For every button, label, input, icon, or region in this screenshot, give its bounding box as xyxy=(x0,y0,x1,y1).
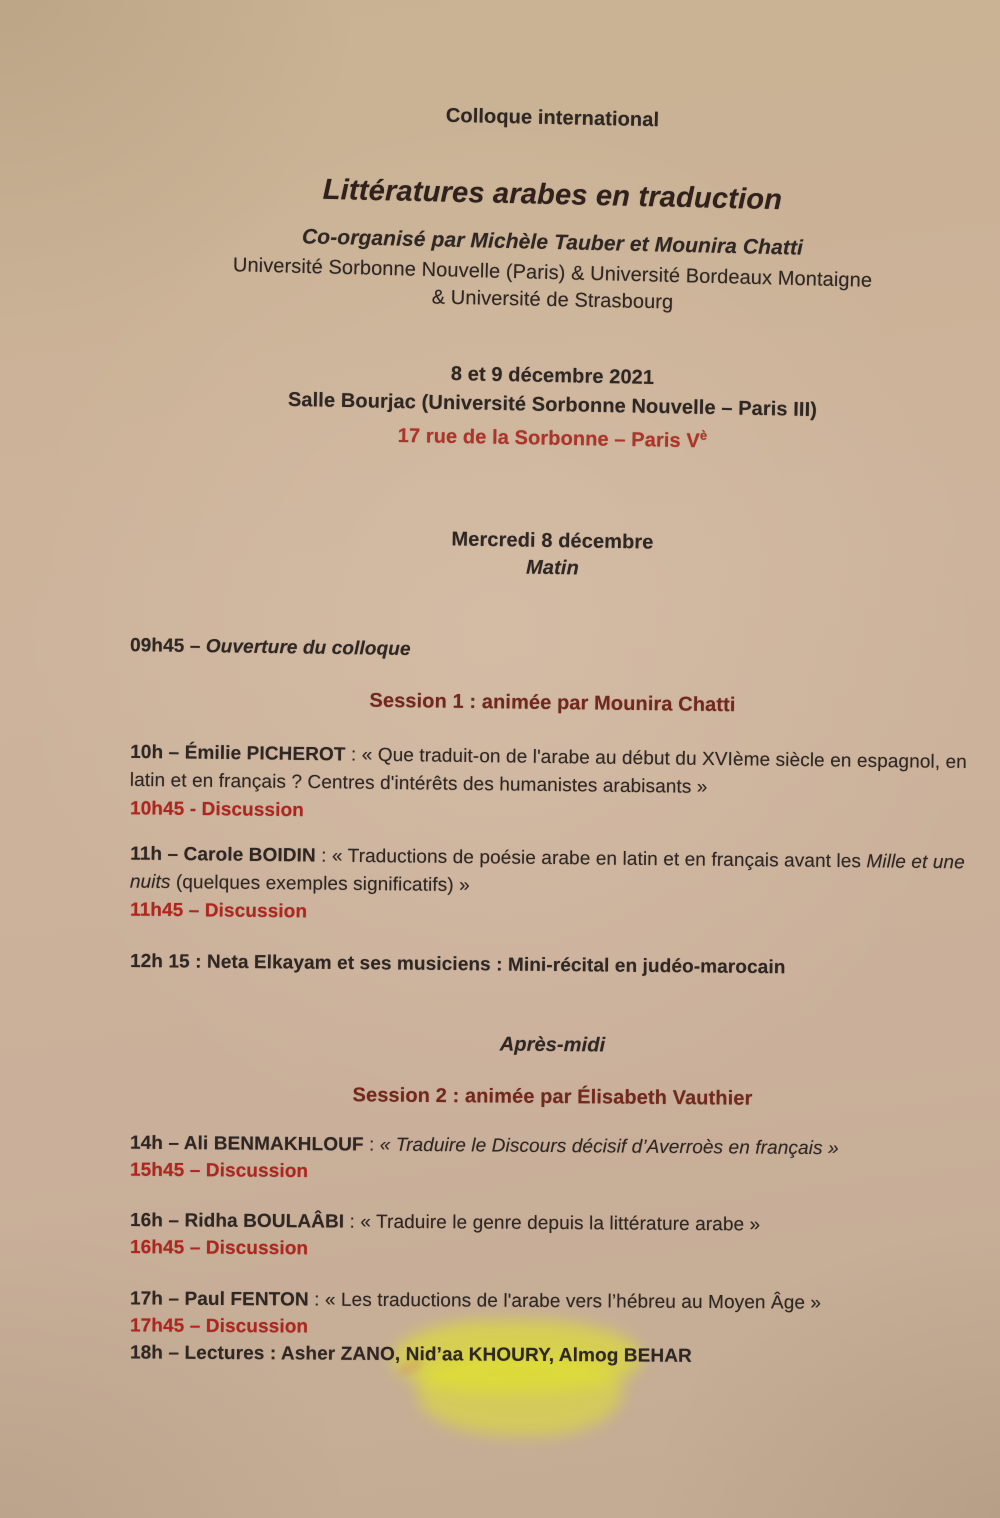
opening-line xyxy=(130,632,975,672)
talk-11h-title-italic: Mille et une nuits xyxy=(129,851,965,893)
discussion-15h45: 15h45 – Discussion xyxy=(129,1159,309,1183)
event-venue: Salle Bourjac (Université Sorbonne Nouvelle – Paris III) xyxy=(287,388,818,422)
talk-11h-title-a: : « Traductions de poésie arabe en latin et en français avant les xyxy=(315,845,867,873)
discussion-17h45: 17h45 – Discussion xyxy=(129,1315,309,1338)
opening-time: 09h45 – xyxy=(129,635,206,658)
talk-10h-speaker: 10h – Émilie PICHEROT xyxy=(130,741,346,766)
talk-14h-separator: : xyxy=(363,1134,380,1156)
day-part-heading: Matin xyxy=(525,556,580,580)
conference-title: Littératures arabes en traduction xyxy=(322,173,783,217)
talk-17h-speaker: 17h – Paul FENTON xyxy=(129,1288,309,1311)
discussion-10h45: 10h45 - Discussion xyxy=(129,798,305,822)
event-dates: 8 et 9 décembre 2021 xyxy=(450,363,655,389)
session-2-heading: Session 2 : animée par Élisabeth Vauthier xyxy=(352,1084,753,1110)
talk-14h-title: « Traduire le Discours décisif d’Averroès en français » xyxy=(379,1134,839,1160)
discussion-11h45: 11h45 – Discussion xyxy=(129,899,308,923)
talk-17h-title: : « Les traductions de l'arabe vers l’hébreu au Moyen Âge » xyxy=(308,1289,822,1314)
talk-14h-speaker: 14h – Ali BENMAKHLOUF xyxy=(129,1132,364,1156)
talk-16h-title: : « Traduire le genre depuis la littérature arabe » xyxy=(344,1211,761,1236)
talk-11h-title-b: (quelques exemples significatifs) » xyxy=(170,872,470,897)
opening-label: Ouverture du colloque xyxy=(205,636,411,661)
organizers-line: Co-organisé par Michèle Tauber et Mounira Chatti xyxy=(301,225,804,260)
address-superscript: è xyxy=(699,427,708,443)
address-text: 17 rue de la Sorbonne – Paris V xyxy=(397,424,700,453)
session-1-heading: Session 1 : animée par Mounira Chatti xyxy=(369,689,736,717)
affiliation-line-1: Université Sorbonne Nouvelle (Paris) & Université Bordeaux Montaigne xyxy=(232,254,873,292)
talk-10h-title: : « Que traduit-on de l'arabe au début du XVIème siècle en espagnol, en latin et en français ? Centres d'intérêts des humanistes arabisants » xyxy=(129,744,968,798)
affiliation-line-2: & Université de Strasbourg xyxy=(431,286,674,314)
afternoon-heading: Après-midi xyxy=(499,1033,606,1057)
discussion-16h45: 16h45 – Discussion xyxy=(129,1237,309,1260)
talk-11h xyxy=(130,841,976,906)
talk-11h-speaker: 11h – Carole BOIDIN xyxy=(130,843,316,867)
conference-kicker: Colloque international xyxy=(445,104,660,132)
talk-16h-speaker: 16h – Ridha BOULAÂBI xyxy=(129,1210,345,1233)
lectures-18h: 18h – Lectures : Asher ZANO, Nid’aa KHOURY, Almog BEHAR xyxy=(129,1342,692,1367)
day-heading: Mercredi 8 décembre xyxy=(451,528,654,554)
talk-10h xyxy=(130,739,976,805)
recital-12h15: 12h 15 : Neta Elkayam et ses musiciens : Mini-récital en judéo-marocain xyxy=(129,950,786,979)
